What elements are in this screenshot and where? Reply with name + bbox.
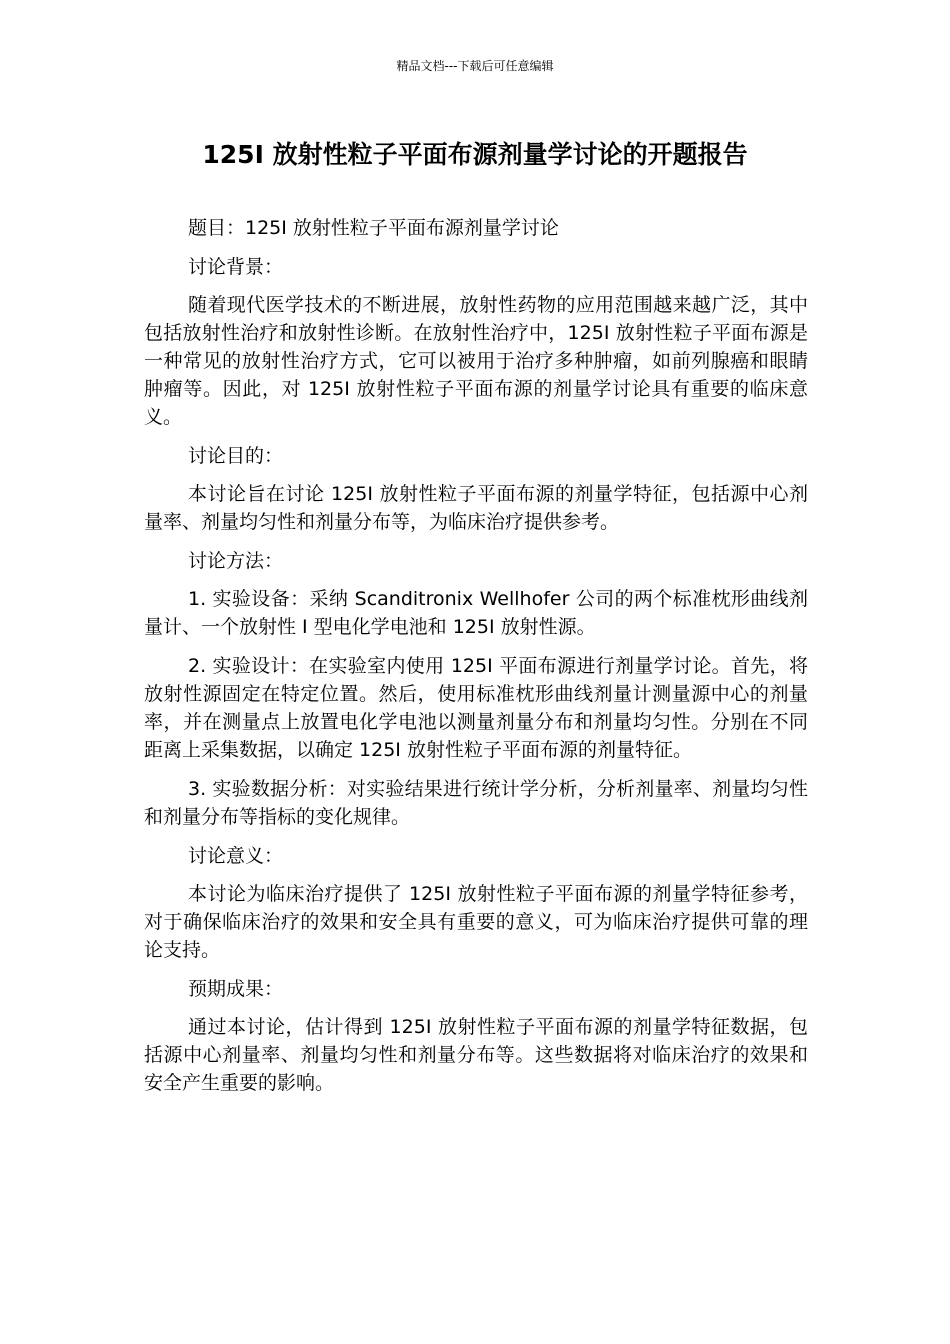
section-heading-background: 讨论背景： [188, 256, 284, 278]
method-item-analysis: 3. 实验数据分析：对实验结果进行统计学分析，分析剂量率、剂量均匀性和剂量分布等指标的变化规律。 [144, 778, 808, 828]
purpose-paragraph: 本讨论旨在讨论 125I 放射性粒子平面布源的剂量学特征，包括源中心剂量率、剂量均匀性和剂量分布等，为临床治疗提供参考。 [144, 483, 808, 533]
method-item-equipment: 1. 实验设备：采纳 Scanditronix Wellhofer 公司的两个标准枕形曲线剂量计、一个放射性 I 型电化学电池和 125I 放射性源。 [144, 588, 808, 638]
document-title: 125I 放射性粒子平面布源剂量学讨论的开题报告 [202, 140, 748, 169]
method-item-design: 2. 实验设计：在实验室内使用 125I 平面布源进行剂量学讨论。首先，将放射性源固定在特定位置。然后，使用标准枕形曲线剂量计测量源中心的剂量率，并在测量点上放置电化学电池以测量剂量分布和剂量均匀性。分别在不同距离上采集数据，以确定 125I 放射性粒子平面布源的剂量特征。 [144, 655, 808, 761]
background-paragraph: 随着现代医学技术的不断进展，放射性药物的应用范围越来越广泛，其中包括放射性治疗和放射性诊断。在放射性治疗中，125I 放射性粒子平面布源是一种常见的放射性治疗方式，它可以被用于治疗多种肿瘤，如前列腺癌和眼睛肿瘤等。因此，对 125I 放射性粒子平面布源的剂量学讨论具有重要的临床意义。 [144, 294, 808, 428]
outcomes-paragraph: 通过本讨论，估计得到 125I 放射性粒子平面布源的剂量学特征数据，包括源中心剂量率、剂量均匀性和剂量分布等。这些数据将对临床治疗的效果和安全产生重要的影响。 [144, 1016, 808, 1094]
section-heading-method: 讨论方法： [188, 550, 284, 572]
topic-line: 题目：125I 放射性粒子平面布源剂量学讨论 [188, 217, 559, 239]
document-body [144, 214, 808, 1108]
section-heading-significance: 讨论意义： [188, 845, 284, 867]
section-heading-outcomes: 预期成果： [188, 978, 284, 1000]
section-heading-purpose: 讨论目的： [188, 445, 284, 467]
significance-paragraph: 本讨论为临床治疗提供了 125I 放射性粒子平面布源的剂量学特征参考，对于确保临床治疗的效果和安全具有重要的意义，可为临床治疗提供可靠的理论支持。 [144, 883, 808, 961]
header-note: 精品文档---下载后可任意编辑 [396, 59, 554, 73]
